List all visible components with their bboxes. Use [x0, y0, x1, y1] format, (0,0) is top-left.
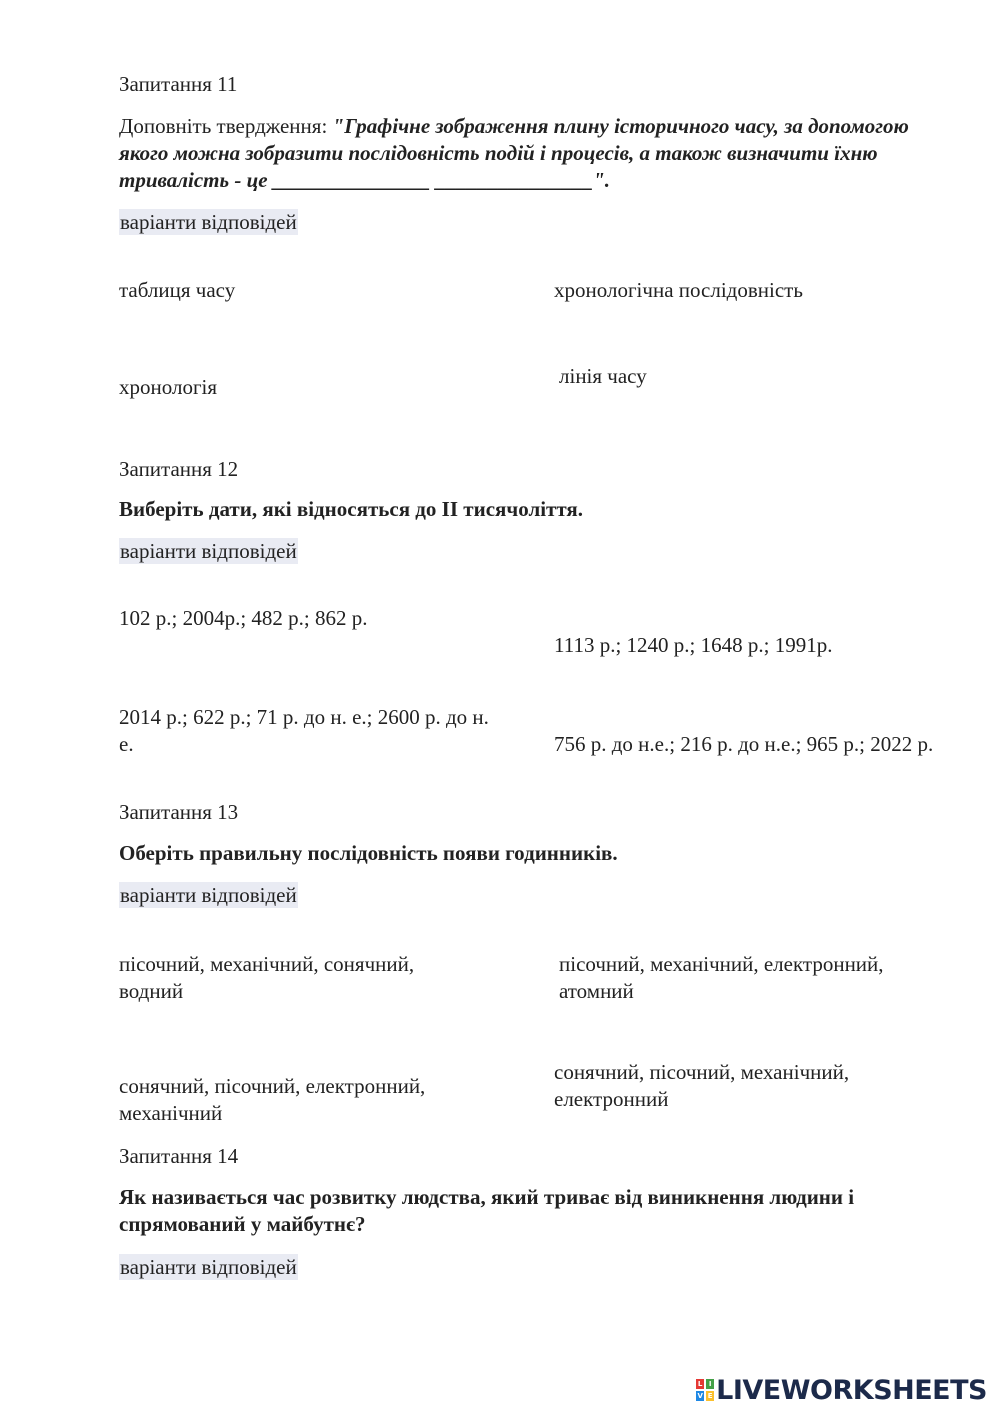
- liveworksheets-logo: [696, 1374, 987, 1406]
- logo-block-i: I: [706, 1379, 714, 1389]
- question-12-variants-label: варіанти відповідей: [120, 539, 297, 563]
- question-12-option-2[interactable]: 1113 р.; 1240 р.; 1648 р.; 1991р.: [554, 633, 833, 657]
- question-11-statement: "Графічне зображення плину історичного часу, за допомогою якого можна зобразити послідовність подій і процесів, а також визначити їхню тривалість - це _______________ _______________".: [119, 114, 909, 192]
- question-12-option-3[interactable]: 2014 р.; 622 р.; 71 р. до н. е.; 2600 р. до н. е.: [119, 705, 489, 756]
- logo-blocks-icon: [696, 1379, 714, 1401]
- logo-block-e: E: [707, 1392, 713, 1400]
- logo-block-v: V: [697, 1392, 703, 1400]
- question-13-option-4[interactable]: сонячний, пісочний, механічний, електронний: [554, 1060, 850, 1111]
- question-12-option-4[interactable]: 756 р. до н.е.; 216 р. до н.е.; 965 р.; 2022 р.: [554, 732, 934, 756]
- question-11-option-3[interactable]: хронологія: [119, 375, 218, 399]
- question-14-text: Як називається час розвитку людства, який триває від виникнення людини і спрямований у майбутнє?: [119, 1185, 855, 1236]
- logo-block-l: L: [697, 1380, 703, 1388]
- question-12-text: Виберіть дати, які відносяться до ІІ тисячоліття.: [119, 497, 584, 521]
- question-11-option-2[interactable]: хронологічна послідовність: [554, 278, 803, 302]
- question-13-option-2[interactable]: пісочний, механічний, електронний, атомний: [559, 952, 884, 1003]
- question-13-heading: Запитання 13: [119, 800, 239, 824]
- question-13-option-1[interactable]: пісочний, механічний, сонячний, водний: [119, 952, 415, 1003]
- question-11-heading: Запитання 11: [119, 72, 238, 96]
- question-13-variants-label: варіанти відповідей: [120, 883, 297, 907]
- question-11-text: [119, 113, 919, 194]
- question-14-variants-label: варіанти відповідей: [120, 1255, 297, 1279]
- question-13-option-3[interactable]: сонячний, пісочний, електронний, механічний: [119, 1074, 426, 1125]
- question-11-variants-label: варіанти відповідей: [120, 210, 297, 234]
- question-13-text: Оберіть правильну послідовність появи годинників.: [119, 841, 618, 865]
- question-11-lead: Доповніть твердження:: [119, 114, 333, 138]
- logo-text: LIVEWORKSHEETS: [716, 1374, 987, 1406]
- question-11-option-4[interactable]: лінія часу: [559, 364, 647, 388]
- question-12-heading: Запитання 12: [119, 457, 239, 481]
- question-11-option-1[interactable]: таблиця часу: [119, 278, 236, 302]
- question-14-heading: Запитання 14: [119, 1144, 239, 1168]
- question-12-option-1[interactable]: 102 р.; 2004р.; 482 р.; 862 р.: [119, 606, 368, 630]
